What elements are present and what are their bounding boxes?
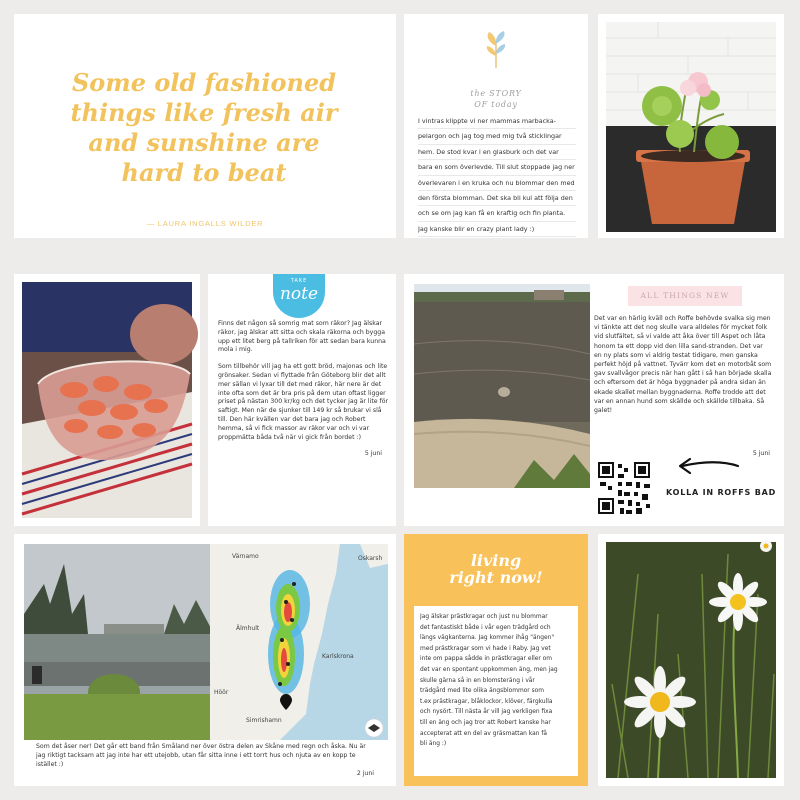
living-title-line1: living (470, 551, 522, 570)
living-line: det fantastiskt både i vår egen trädgård och (420, 624, 551, 631)
map-label: Simrishamn (246, 717, 282, 724)
new-card-date: 5 juni (752, 450, 770, 457)
story-card (404, 14, 588, 238)
take-note-badge (273, 274, 325, 318)
story-label-line2: OF today (474, 100, 518, 109)
story-line: hem. De stod kvar i en glasburk och det var (418, 145, 576, 160)
note-body (218, 320, 390, 459)
storm-caption: Som det åser ner! Det går ett band från Småland ner över östra delen av Skåne med regn och åska. Nu är jag riktigt tacksam att jag inte har ett utejobb, utan får sitta inne i ett torrt hus och njuta av en kopp te istället :) (36, 743, 366, 768)
new-card-text: Det var en härlig kväll och Roffe behövde svalka sig men vi tänkte att det nog skulle vara alldeles för mycket folk vid slutfältet, så vi valde att åka över till Aspet och låta honom ta ett dopp vid den lilla sand-stranden. Det var en ny plats som vi aldrig testat tidigare, men ganska perfekt höjd på vattnet. Tyvärr kom det en motorbåt som gav svallvågor precis när han gått i så han började skalla och eftersom det är höga byggnader på andra sidan än ekade skallet mellan byggnaderna. Roffe trodde att det var en annan hund som skällde och skällde tillbaka. Så galet! (594, 315, 772, 415)
shrimp-photo-card (14, 274, 200, 526)
storm-date: 2 juni (356, 770, 374, 777)
living-line: trädgård med lite olika ängsblommor som (420, 688, 544, 695)
living-line: bli äng :) (420, 741, 447, 748)
story-line: Jag kanske blir en crazy plant lady :) (418, 222, 576, 237)
living-line: längs vägkanterna. Jag kommer ihåg "ängen" (420, 635, 555, 642)
living-text-box (414, 606, 578, 776)
leaf-icon (482, 30, 510, 70)
map-label: Karlskrona (322, 653, 354, 660)
living-line: inte om pappa sådde in prästkragar eller om (420, 656, 552, 663)
story-line: och se om jag kan få en kraftig och fin planta. (418, 206, 576, 221)
kolla-label: KOLLA IN ROFFS BAD (666, 488, 777, 497)
lake-photo (414, 284, 590, 488)
living-line: Jag älskar prästkragar och just nu blommar (420, 614, 548, 620)
geranium-photo (598, 14, 784, 238)
radar-map[interactable] (210, 544, 388, 740)
badge-big-label: note (279, 284, 319, 304)
badge-small-label: TAKE (290, 278, 308, 284)
all-things-new-tag: ALL THINGS NEW (628, 286, 742, 306)
story-text (418, 114, 576, 237)
map-label: Oskarsh (358, 555, 383, 562)
storm-card (14, 534, 396, 786)
living-line: och nysört. Till nästa år vill jag verkligen fixa (420, 709, 553, 716)
note-paragraph: Finns det någon så somrig mat som räkor? Jag älskar räkor, jag älskar att sitta och skala räkorna och bygga upp ett litet berg på tallriken för att sedan bara kunna mola i mig. (218, 320, 386, 354)
quote-attribution: — LAURA INGALLS WILDER (146, 219, 264, 228)
story-label (404, 88, 588, 110)
living-line: skulle gärna så in en blomsteräng i vår (420, 677, 535, 684)
living-line: till en äng och jag tror att Robert kanske har (420, 719, 551, 726)
arrow-left-icon (676, 454, 742, 476)
story-line: den första blomman. Det ska bli kul att följa den (418, 191, 576, 206)
story-line: bara en som överlevde. Till slut stoppade jag ner (418, 160, 576, 175)
daisy-photo-card (598, 534, 784, 786)
map-label: Värnamo (232, 553, 259, 560)
story-line: överlevaren i en kruka och nu blommar den med (418, 176, 576, 191)
living-line: t.ex prästkragar, blåklockor, klöver, färgkulla (420, 698, 553, 705)
map-label: Älmhult (236, 625, 260, 632)
note-card (208, 274, 396, 526)
map-label: Höör (214, 689, 229, 696)
living-title-line2: right now! (449, 568, 543, 587)
living-line: accepterat att en del av gräsmattan kan få (420, 730, 547, 737)
story-line: pelargon och jag tog med mig två sticklingar (418, 129, 576, 144)
shrimp-photo (14, 274, 200, 526)
geranium-photo-card (598, 14, 784, 238)
living-title (404, 552, 588, 586)
note-paragraph: Som tillbehör vill jag ha ett gott bröd, majonas och lite grönsaker. Sedan vi flyttade från Göteborg blir det allt mer sällan vi lyxar till det med räkor, här nere är det inte ofta som det är bra pris på dem utan oftast ligger priset på nästan 300 kr/kg och det tycker jag är lite för saftigt. Men när de sjunker till 149 kr så brukar vi slå till. Den här kvällen var det bara jag och Robert hemma, så vi fick massor av räkor var och vi var proppmätta båda två när vi gick från bordet :) (218, 363, 389, 441)
living-right-now-card (404, 534, 588, 786)
living-line: det var en spontant uppkommen äng, men jag (420, 666, 558, 673)
story-line: I vintras klippte vi ner mammas marbacka- (418, 114, 576, 129)
living-line: med prästkragar som vi hade i Raby. Jag vet (420, 645, 551, 652)
qr-code-icon[interactable] (596, 460, 652, 516)
rain-photo (24, 544, 214, 740)
all-things-new-card (404, 274, 784, 526)
daisy-photo (598, 534, 784, 786)
story-label-line1: the STORY (470, 89, 522, 98)
quote-card (14, 14, 396, 238)
quote-text: Some old fashioned things like fresh air and sunshine are hard to beat (70, 68, 338, 187)
note-date: 5 juni (364, 450, 382, 458)
